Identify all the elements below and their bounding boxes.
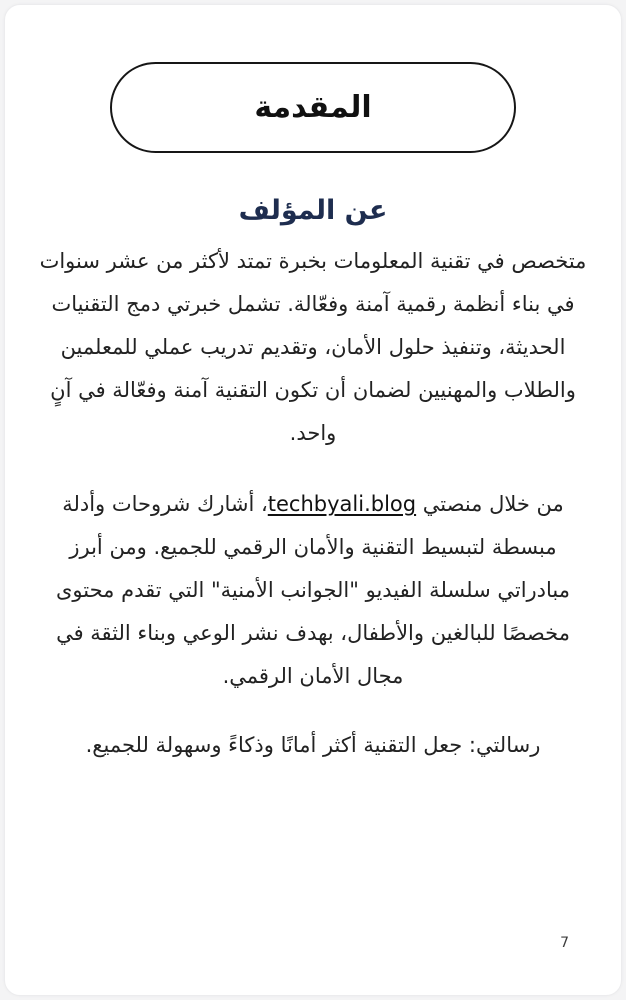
- paragraph-mission: رسالتي: جعل التقنية أكثر أمانًا وذكاءً وسهولة للجميع.: [85, 733, 541, 758]
- paragraph-platform-text-after: ، أشارك شروحات وأدلة مبسطة لتبسيط التقنية والأمان الرقمي للجميع. ومن أبرز مبادراتي سلسلة الفيديو "الجوانب الأمنية" التي تقدم محتوى مخصصًا للبالغين والأطفال، بهدف نشر الوعي وبناء الثقة في مجال الأمان الرقمي.: [55, 492, 571, 689]
- section-title: عن المؤلف: [238, 195, 388, 226]
- chapter-title-pill: [110, 62, 516, 153]
- chapter-title: المقدمة: [254, 90, 372, 125]
- paragraph-platform-text-before: من خلال منصتي: [416, 492, 564, 517]
- page-number: 7: [560, 935, 569, 951]
- paragraph-author-bio: متخصص في تقنية المعلومات بخبرة تمتد لأكثر من عشر سنوات في بناء أنظمة رقمية آمنة وفعّالة. تشمل خبرتي دمج التقنيات الحديثة، وتنفيذ حلول الأمان، وتقديم تدريب عملي للمعلمين والطلاب والمهنيين لضمان أن تكون التقنية آمنة وفعّالة في آنٍ واحد.: [39, 249, 587, 446]
- techbyali-blog-link[interactable]: techbyali.blog: [267, 492, 417, 517]
- book-page: [4, 4, 622, 996]
- paragraph-platform: [33, 483, 593, 698]
